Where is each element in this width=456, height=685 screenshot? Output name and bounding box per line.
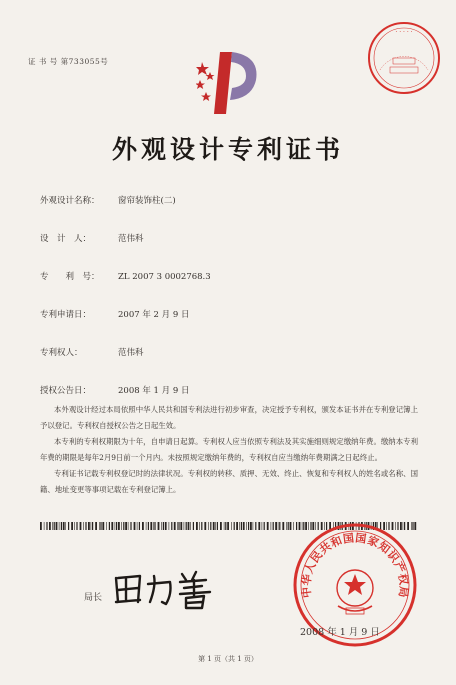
field-label: 专 利 号：: [40, 272, 100, 282]
certificate-number: 证 书 号 第733055号: [28, 57, 109, 66]
copy-verification-stamp: [366, 20, 442, 96]
director-signature: [110, 566, 220, 610]
field-label: 设 计 人：: [40, 234, 92, 244]
seal-text: 中华人民共和国国家知识产权局: [299, 531, 411, 599]
sipo-logo-icon: [196, 44, 268, 120]
field-value: 2007 年 2 月 9 日: [118, 310, 190, 320]
body-paragraph: 本外观设计经过本局依照中华人民共和国专利法进行初步审查，决定授予专利权，颁发本证书并在专利登记簿上予以登记。专利权自授权公告之日起生效。: [40, 405, 418, 430]
body-paragraph: 专利证书记载专利权登记时的法律状况。专利权的转移、质押、无效、终止、恢复和专利权人的姓名或名称、国籍、地址变更等事项记载在专利登记簿上。: [40, 469, 418, 494]
director-label: 局长: [84, 593, 103, 603]
field-label: 专利申请日：: [40, 310, 92, 320]
svg-text:· · · · ·: · · · · ·: [395, 29, 413, 36]
field-designer: [40, 232, 144, 244]
field-patent-number: [40, 270, 211, 282]
field-design-name: [40, 194, 176, 206]
certificate-title: 外观设计专利证书: [111, 135, 344, 164]
field-application-date: [40, 308, 189, 320]
page-number: 第 1 页（共 1 页）: [198, 655, 258, 663]
field-label: 专利权人：: [40, 348, 83, 358]
field-value: 范伟科: [118, 348, 144, 358]
certificate-body: [40, 402, 418, 498]
field-label: 外观设计名称：: [40, 196, 100, 206]
field-grant-date: [40, 384, 189, 396]
issue-date: 2008 年 1 月 9 日: [300, 627, 380, 638]
field-value: 2008 年 1 月 9 日: [118, 386, 190, 396]
field-value: ZL 2007 3 0002768.3: [118, 272, 211, 282]
field-value: 范伟科: [118, 234, 144, 244]
field-value: 窗帘装饰柱(二): [118, 196, 176, 206]
body-paragraph: 本专利的专利权期限为十年，自申请日起算。专利权人应当依照专利法及其实施细则规定缴纳年费。缴纳本专利年费的期限是每年2月9日前一个月内。未按照规定缴纳年费的，专利权自应当缴纳年费期满之日起终止。: [40, 437, 418, 462]
field-label: 授权公告日：: [40, 386, 92, 396]
field-patentee: [40, 346, 144, 358]
